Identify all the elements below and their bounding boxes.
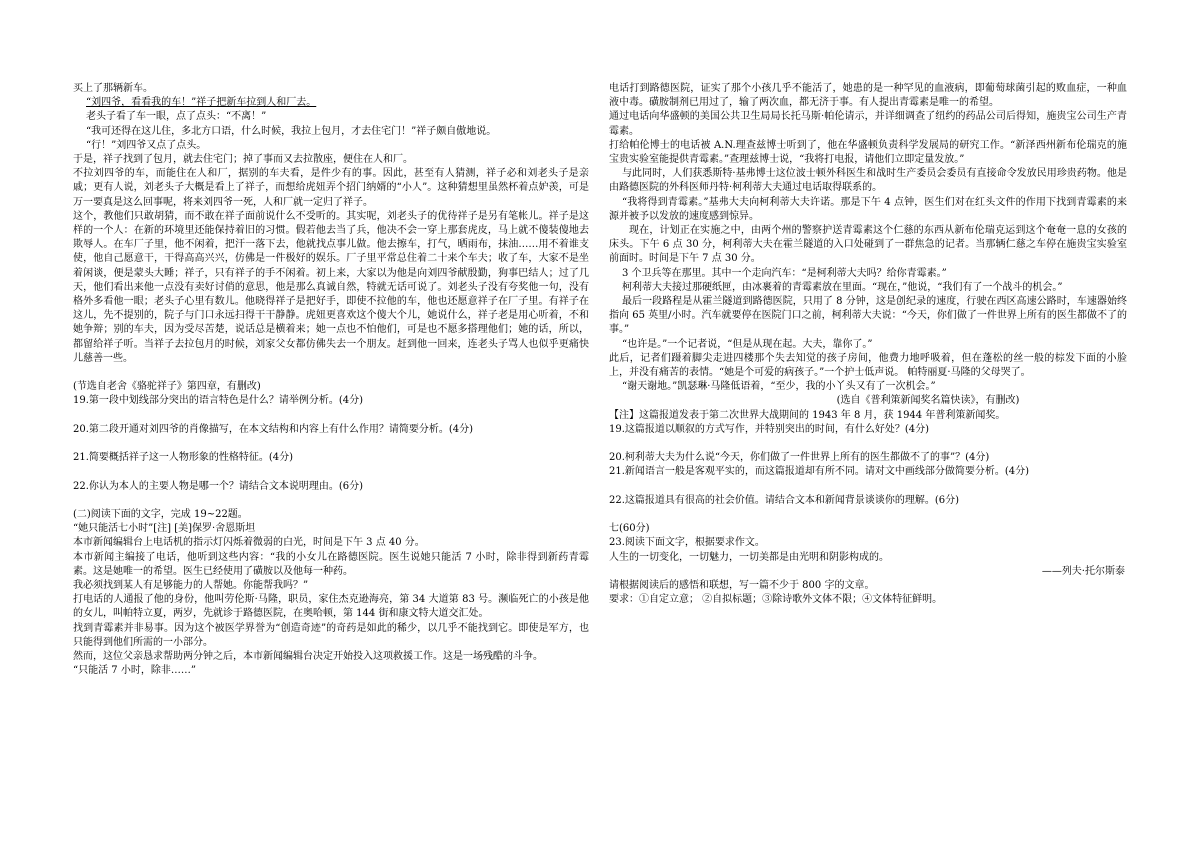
- essay-requirements: 要求：①自定立意； ②自拟标题；③除诗歌外文体不限；④文体特征鲜明。: [609, 594, 943, 606]
- article-paragraph: 本市新闻主编接了电话，他听到这些内容：“我的小女儿在路德医院。医生说她只能活 7 小时，除非得到新药青霉素。这是她唯一的希望。医生已经使用了磺胺以及他每一种药。: [73, 551, 589, 577]
- section-seven-heading: 七(60分): [609, 523, 650, 535]
- article-paragraph: 然而，这位父亲恳求帮助两分钟之后，本市新闻编辑台决定开始投入这项救援工作。这是一场残酷的斗争。: [73, 651, 543, 663]
- source-note: (节选自老舍《骆驼祥子》第四章，有删改): [73, 381, 261, 393]
- article-paragraph: 通过电话向华盛顿的美国公共卫生局局长托马斯·帕伦请示，并详细调查了纽约的药品公司后得知，施贵宝公司生产青霉素。: [609, 111, 1127, 137]
- essay-quote: 人生的一切变化，一切魅力，一切美都是由光明和阴影构成的。: [609, 551, 889, 563]
- question-22: 22.你认为本人的主要人物是哪一个？请结合文本说明理由。(6分): [73, 480, 364, 492]
- story-paragraph: “我可还得在这儿住，多北方口语，什么时候，我拉上包月，才去住宅门！”祥子颇自傲地说。: [86, 125, 497, 137]
- article-title: “她只能活七小时”[注] [美]保罗·舍恩斯坦: [73, 523, 256, 535]
- article-paragraph: 最后一段路程是从霍兰隧道到路德医院，只用了 8 分钟，这是创纪录的速度，行驶在西区高速公路时，车速器始终指向 65 英里/小时。汽车就要停在医院门口之前，柯利蒂大夫说：“今天，你们做了一件世界上所有的医生都做不了的事。”: [609, 296, 1127, 336]
- essay-task: 23.阅读下面文字，根据要求作文。: [609, 537, 765, 549]
- source-note: (选自《普利策新闻奖名篇快读》，有删改): [836, 395, 1020, 407]
- article-paragraph: 与此同时，人们获悉斯特·基弗博士这位波士顿外科医生和战时生产委员会委员有直接命令发放民用珍贵药物。他是由路德医院的外科医师丹特·柯利蒂大夫通过电话取得联系的。: [609, 168, 1127, 194]
- article-paragraph: 现在，计划正在实施之中，由两个州的警察护送青霉素这个仁慈的东西从新布伦瑞克运到这个奄奄一息的女孩的床头。下午 6 点 30 分，柯利蒂大夫在霍兰隧道的入口处碰到了一群焦急的记者。当那辆仁慈之车停在施贵宝实验室前面时。时间是下午 7 点 30 分。: [609, 225, 1127, 265]
- article-paragraph: 此后，记者们蹑着脚尖走进四楼那个失去知觉的孩子房间，他费力地呼吸着，但在蓬松的丝一般的棕发下面的小脸上，并没有痛苦的表情。“她是个可爱的病孩子。”一个护士低声说。 帕特丽夏·马隆的父母哭了。: [609, 352, 1127, 379]
- article-paragraph: 柯利蒂大夫接过那硬纸匣，由冰裹着的青霉素放在里面。“现在，”他说，“我们有了一个战斗的机会。”: [622, 281, 1063, 293]
- question-21: 21.简要概括祥子这一人物形象的性格特征。(4分): [73, 452, 294, 464]
- article-paragraph: “也许是。”一个记者说，“但是从现在起。大夫，靠你了。”: [622, 338, 873, 350]
- question-20: 20.柯利蒂大夫为什么说“今天，你们做了一件世界上所有的医生都做不了的事”？(4分): [609, 452, 990, 464]
- article-paragraph: 打电话的人通报了他的身份，他叫劳伦斯·马隆，职员，家住杰克逊海亮，第 34 大道第 83 号。濒临死亡的小孩是他的女儿，叫帕特立夏，两岁，先就诊于路德医院，在奥哈顿，第 144 街和康文特大道交汇处。: [73, 594, 589, 620]
- article-paragraph: 我必须找到某人有足够能力的人帮她。你能帮我吗？”: [73, 580, 309, 592]
- article-paragraph: 电话打到路德医院，证实了那个小孩几乎不能活了，她患的是一种罕见的血液病，即葡萄球菌引起的败血症，一种血液中毒。磺胺制剂已用过了，输了两次血，都无济于事。有人提出青霉素是唯一的希望。: [609, 83, 1127, 109]
- story-paragraph: 这个，教他们只敢胡猜，而不敢在祥子面前说什么不受听的。其实呢，刘老头子的优待祥子是另有笔帐儿。祥子是这样的一个人：在新的环境里还能保持着旧的习惯。假若他去当了兵，他决不会一穿上那套虎皮，马上就不傻装傻地去欺辱人。在车厂子里，他不闲着，把汗一落下去，他就找点事儿做。他去擦车，打气，晒雨布，抹油……用不着谁支使，他自己愿意干，干得高高兴兴，仿佛是一件极好的娱乐。厂子里平常总住着二十来个车夫；收了车，大家不是坐着闲谈，便是蒙头大睡；祥子，只有祥子的手不闲着。初上来，大家以为他是向刘四爷献殷勤，狗事巴结人；过了几天，他们看出来他一点没有卖好讨俏的意思，他是那么真诚自然，特就无话可说了。刘老头子没有夸奖他一句，没有格外多看他一眼；老头子心里有数儿。他晓得祥子是把好手，即使不拉他的车，他也还愿意祥子在厂子里。有祥子在这儿，先不提别的，院子与门口永远扫得干干静静。虎妞更喜欢这个傻大个儿，她说什么，祥子老是用心听着，不和她争辩；别的车夫，因为受尽苦楚，说话总是横着来；她一点也不怕他们，可是也不愿多搭理他们；她的话，所以，都留给祥子听。当祥子去拉包月的时候，刘家父女都仿佛失去一个朋友。赶到他一回来，连老头子骂人也似乎更痛快儿慈善一些。: [73, 210, 589, 364]
- question-19: 19.这篇报道以顺叙的方式写作，并特别突出的时间，有什么好处？(4分): [609, 423, 930, 435]
- story-paragraph: 不拉刘四爷的车，而能住在人和厂，据别的车夫看，是件少有的事。因此，甚至有人猜测，祥子必和刘老头子是亲戚；更有人说，刘老头子大概是看上了祥子，而想给虎妞弄个招门纳婿的“小人”。这种猜想里虽然杯着点妒羡，可是万一要真是这么回事呢，将来刘四爷一死，人和厂就一定归了祥子。: [73, 168, 589, 208]
- underlined-sentence: “刘四爷，看看我的车！”祥子把新车拉到人和厂去。: [86, 97, 317, 109]
- quote-author: ——列夫·托尔斯泰: [1041, 565, 1125, 577]
- question-21: 21.新闻语言一般是客观平实的，而这篇报道却有所不同。请对文中画线部分做简要分析。(4分): [609, 466, 1030, 478]
- section-two-intro: (二)阅读下面的文字，完成 19~22题。: [73, 509, 248, 521]
- story-paragraph-underlined: [73, 96, 589, 110]
- question-22: 22.这篇报道具有很高的社会价值。请结合文本和新闻背景谈谈你的理解。(6分): [609, 494, 960, 506]
- question-20: 20.第二段开通对刘四爷的肖像描写，在本文结构和内容上有什么作用？请简要分析。(4分): [73, 423, 474, 435]
- question-19: 19.第一段中划线部分突出的语言特色是什么？请举例分析。(4分): [73, 395, 364, 407]
- article-paragraph: “我将得到青霉素。”基弗大夫向柯利蒂大夫许诺。那是下午 4 点钟，医生们对在红头文件的作用下找到青霉素的来源并被予以发放的速度感到惊异。: [609, 196, 1127, 222]
- story-paragraph: 买上了那辆新车。: [73, 83, 153, 94]
- left-column: [73, 82, 589, 678]
- story-paragraph: 老头子看了车一眼，点了点头：“不离！”: [86, 111, 267, 123]
- story-paragraph: 于是，祥子找到了包月，就去住宅门；掉了事而又去拉散座，便住在人和厂。: [73, 154, 413, 166]
- article-paragraph: 打给帕伦博士的电话被 A.N.理查兹博士听到了，他在华盛顿负责科学发展局的研究工作。“新泽西州新布伦瑞克的施宝贵实验室能提供青霉素。”查理兹博士说，“我将打电报，请他们立即定量发放。”: [609, 139, 1127, 166]
- article-paragraph: 找到青霉素并非易事。因为这个被医学界誉为“创造奇迹”的奇药是如此的稀少，以几乎不能找到它。即使是军方，也只能得到他们所需的一小部分。: [73, 622, 589, 648]
- footnote: 【注】这篇报道发表于第二次世界大战期间的 1943 年 8 月，获 1944 年普利策新闻奖。: [609, 409, 1006, 421]
- story-paragraph: “行！”刘四爷又点了点头。: [86, 139, 207, 151]
- article-paragraph: “只能活 7 小时，除非……”: [73, 665, 196, 677]
- right-column: [609, 82, 1127, 607]
- article-paragraph: 本市新闻编辑台上电话机的指示灯闪烁着微弱的白光，时间是下午 3 点 40 分。: [73, 537, 425, 549]
- article-paragraph: 3 个卫兵等在那里。其中一个走向汽车：“是柯利蒂大夫吗？给你青霉素。”: [622, 267, 947, 279]
- article-paragraph: “谢天谢地。”凯瑟琳·马隆低语着，“至少，我的小丫头又有了一次机会。”: [622, 381, 936, 393]
- essay-instruction: 请根据阅读后的感悟和联想，写一篇不少于 800 字的文章。: [609, 580, 875, 592]
